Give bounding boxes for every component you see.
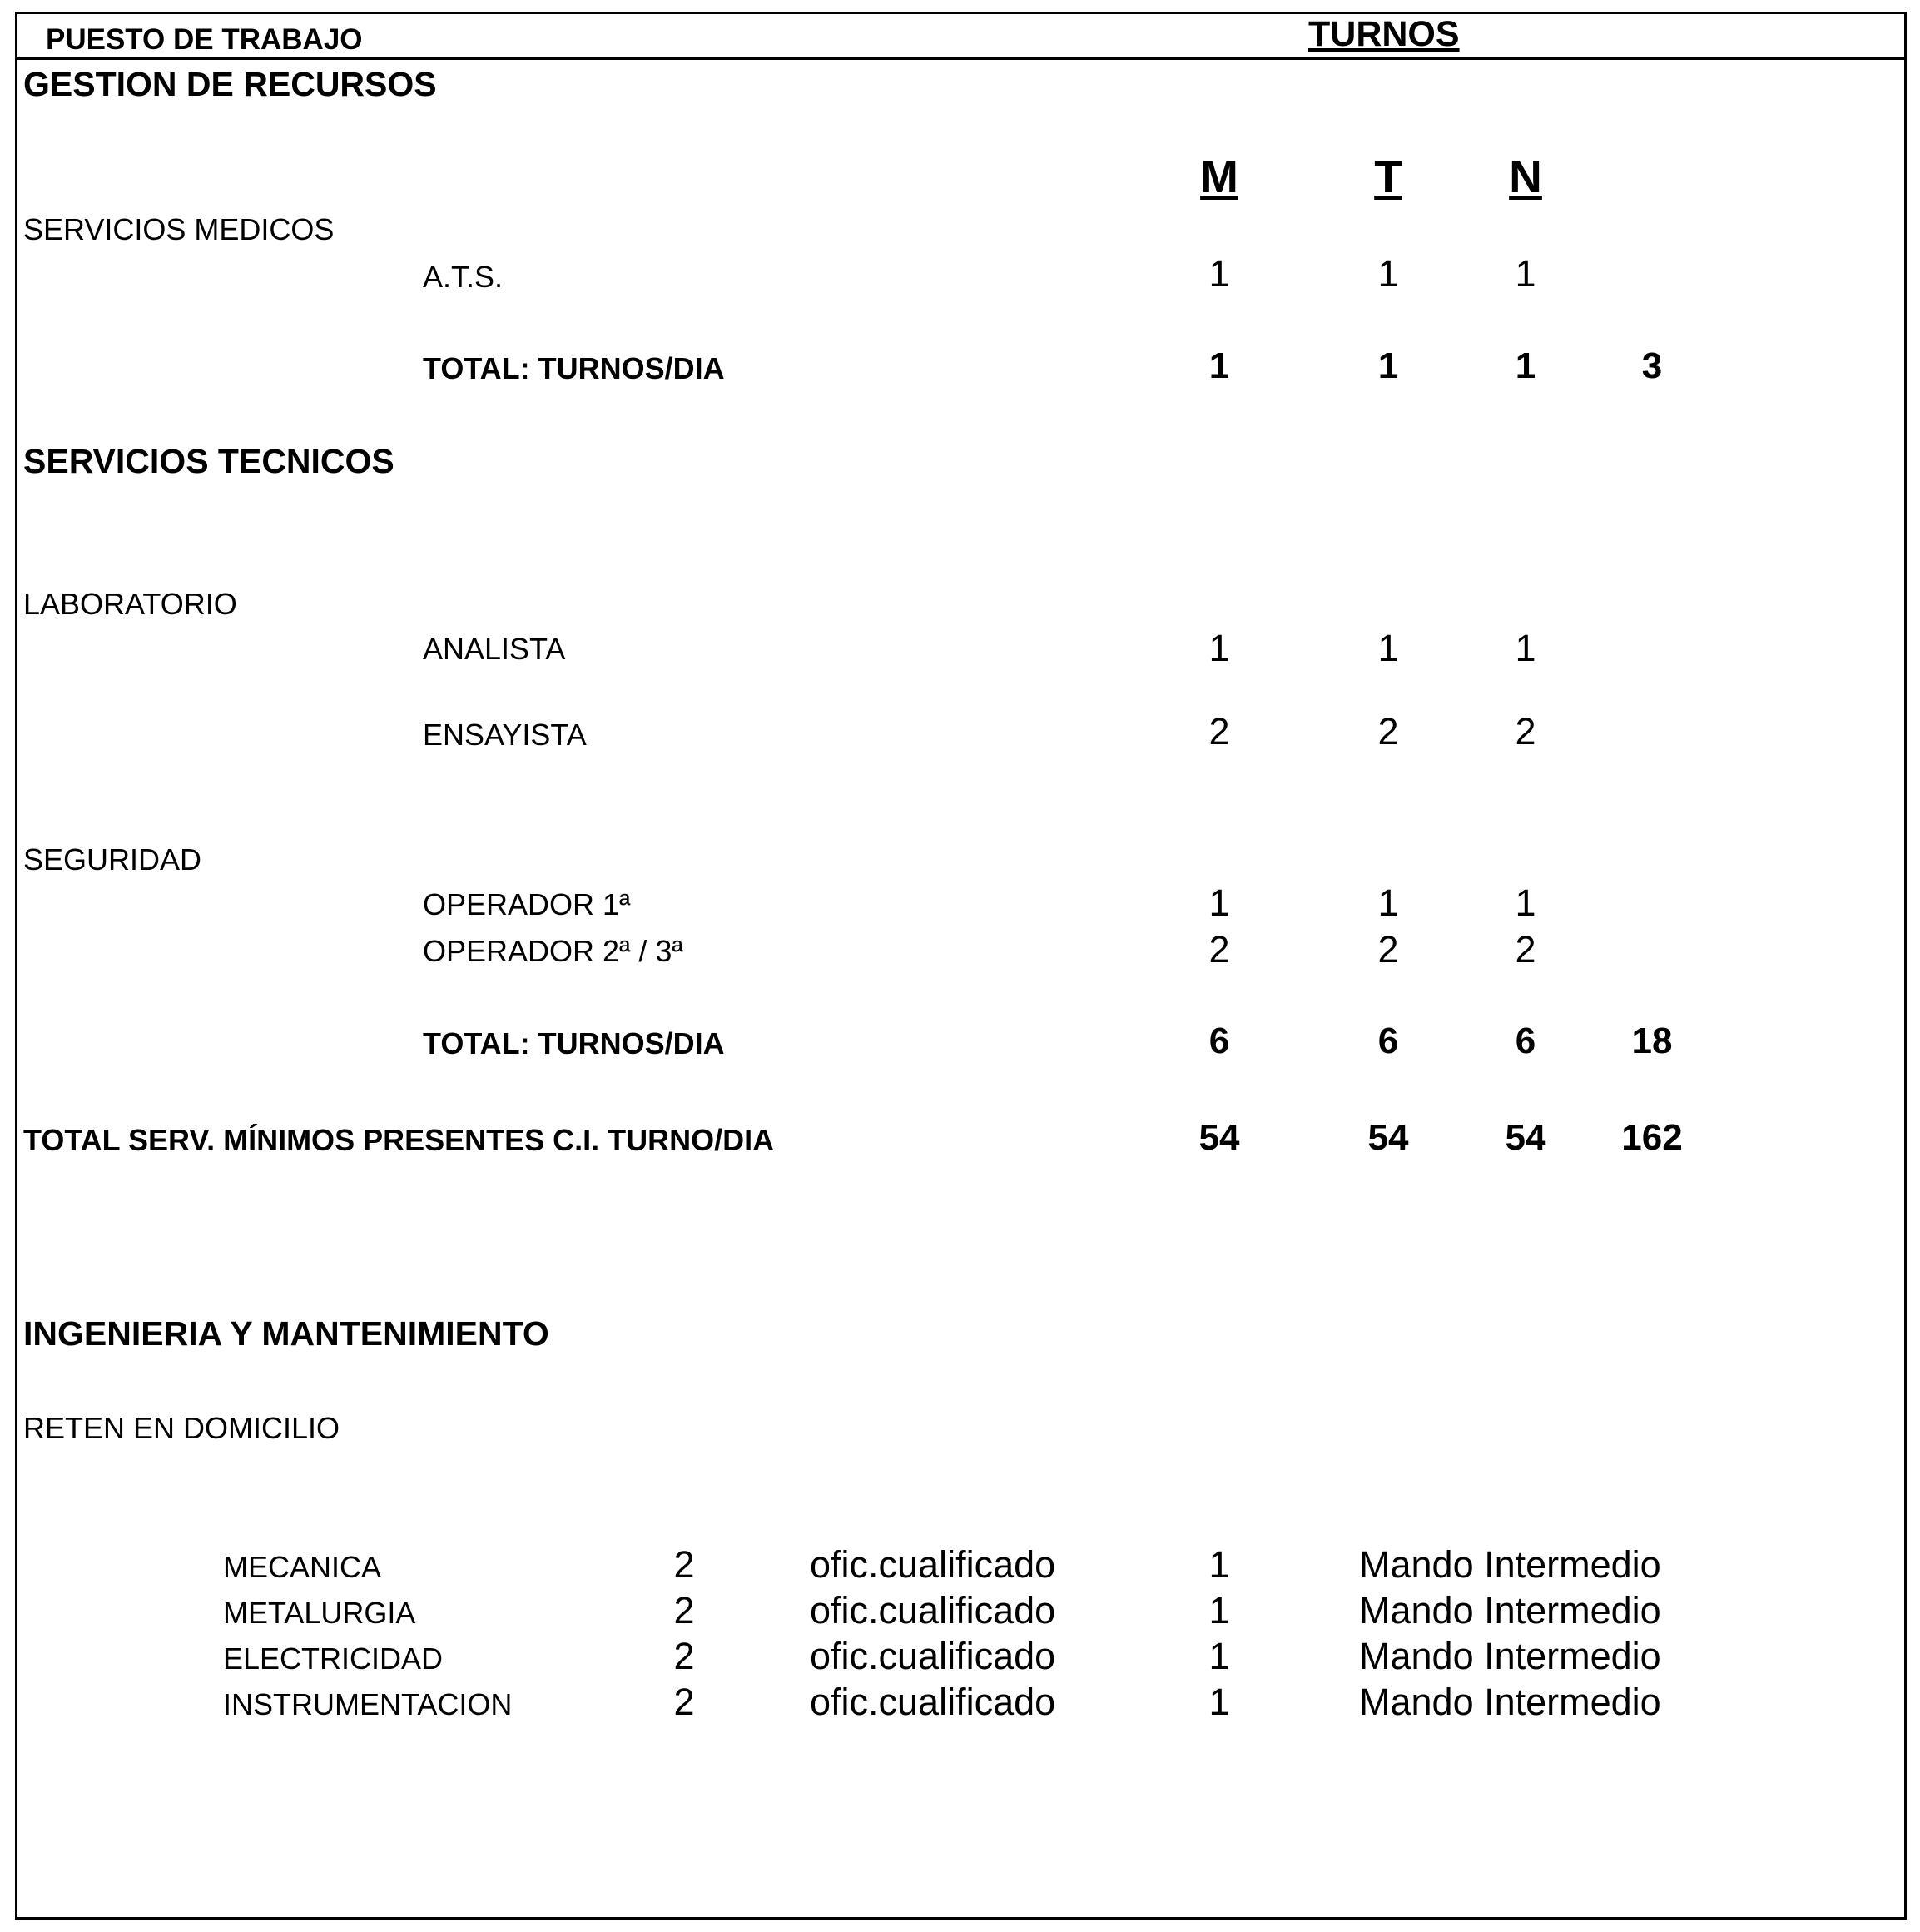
total-m: 6 <box>1208 1021 1230 1061</box>
header-divider <box>15 57 1907 60</box>
row-label: ANALISTA <box>423 632 566 666</box>
reten-area: METALURGIA <box>223 1596 416 1630</box>
value-n: 1 <box>1515 627 1536 669</box>
seguridad-title: SEGURIDAD <box>23 842 202 877</box>
row-label: ENSAYISTA <box>423 718 587 752</box>
value-m: 2 <box>1208 710 1230 752</box>
value-t: 2 <box>1377 928 1399 971</box>
reten-role: ofic.cualificado <box>810 1635 1056 1677</box>
value-m: 1 <box>1208 252 1230 295</box>
column-header-m: M <box>1200 151 1238 202</box>
total-label: TOTAL: TURNOS/DIA <box>423 351 725 385</box>
tecnicos-title: SERVICIOS TECNICOS <box>23 442 394 480</box>
medicos-title: SERVICIOS MEDICOS <box>23 212 335 246</box>
value-n: 2 <box>1515 710 1536 752</box>
reten-count2: 1 <box>1208 1635 1230 1677</box>
grand-total-sum: 162 <box>1621 1117 1683 1158</box>
value-t: 1 <box>1377 627 1399 669</box>
puesto-header: PUESTO DE TRABAJO <box>46 23 363 56</box>
reten-role: ofic.cualificado <box>810 1543 1056 1586</box>
value-m: 2 <box>1208 928 1230 971</box>
reten-role2: Mando Intermedio <box>1359 1543 1661 1586</box>
value-t: 2 <box>1377 710 1399 752</box>
grand-total-m: 54 <box>1198 1117 1240 1158</box>
value-t: 1 <box>1377 882 1399 924</box>
grand-total-label: TOTAL SERV. MÍNIMOS PRESENTES C.I. TURNO/DIA <box>23 1123 775 1157</box>
total-t: 6 <box>1377 1021 1399 1061</box>
total-t: 1 <box>1377 345 1399 386</box>
value-n: 1 <box>1515 882 1536 924</box>
reten-area: ELECTRICIDAD <box>223 1641 444 1676</box>
ingenieria-title: INGENIERIA Y MANTENIMIENTO <box>23 1314 549 1353</box>
reten-role2: Mando Intermedio <box>1359 1589 1661 1632</box>
reten-count2: 1 <box>1208 1543 1230 1586</box>
reten-count: 2 <box>673 1681 695 1723</box>
reten-area: MECANICA <box>223 1550 382 1584</box>
reten-role2: Mando Intermedio <box>1359 1681 1661 1723</box>
column-header-t: T <box>1374 151 1402 202</box>
value-t: 1 <box>1377 252 1399 295</box>
grand-total-n: 54 <box>1505 1117 1546 1158</box>
reten-count: 2 <box>673 1543 695 1586</box>
turnos-header: TURNOS <box>1308 14 1460 54</box>
value-m: 1 <box>1208 627 1230 669</box>
total-n: 6 <box>1515 1021 1536 1061</box>
reten-role: ofic.cualificado <box>810 1589 1056 1632</box>
value-n: 2 <box>1515 928 1536 971</box>
row-label: OPERADOR 2ª / 3ª <box>423 934 683 968</box>
grand-total-t: 54 <box>1367 1117 1409 1158</box>
column-header-n: N <box>1509 151 1542 202</box>
reten-count2: 1 <box>1208 1681 1230 1723</box>
total-m: 1 <box>1208 345 1230 386</box>
value-n: 1 <box>1515 252 1536 295</box>
value-m: 1 <box>1208 882 1230 924</box>
reten-count2: 1 <box>1208 1589 1230 1632</box>
reten-count: 2 <box>673 1635 695 1677</box>
laboratorio-title: LABORATORIO <box>23 587 237 621</box>
total-n: 1 <box>1515 345 1536 386</box>
reten-role2: Mando Intermedio <box>1359 1635 1661 1677</box>
total-sum: 18 <box>1631 1021 1673 1061</box>
total-sum: 3 <box>1641 345 1663 386</box>
reten-title: RETEN EN DOMICILIO <box>23 1411 340 1445</box>
reten-area: INSTRUMENTACION <box>223 1687 513 1721</box>
total-label: TOTAL: TURNOS/DIA <box>423 1026 725 1060</box>
reten-role: ofic.cualificado <box>810 1681 1056 1723</box>
document-frame <box>15 12 1907 1920</box>
reten-count: 2 <box>673 1589 695 1632</box>
row-label: A.T.S. <box>423 260 504 294</box>
gestion-title: GESTION DE RECURSOS <box>23 65 437 103</box>
row-label: OPERADOR 1ª <box>423 887 631 921</box>
